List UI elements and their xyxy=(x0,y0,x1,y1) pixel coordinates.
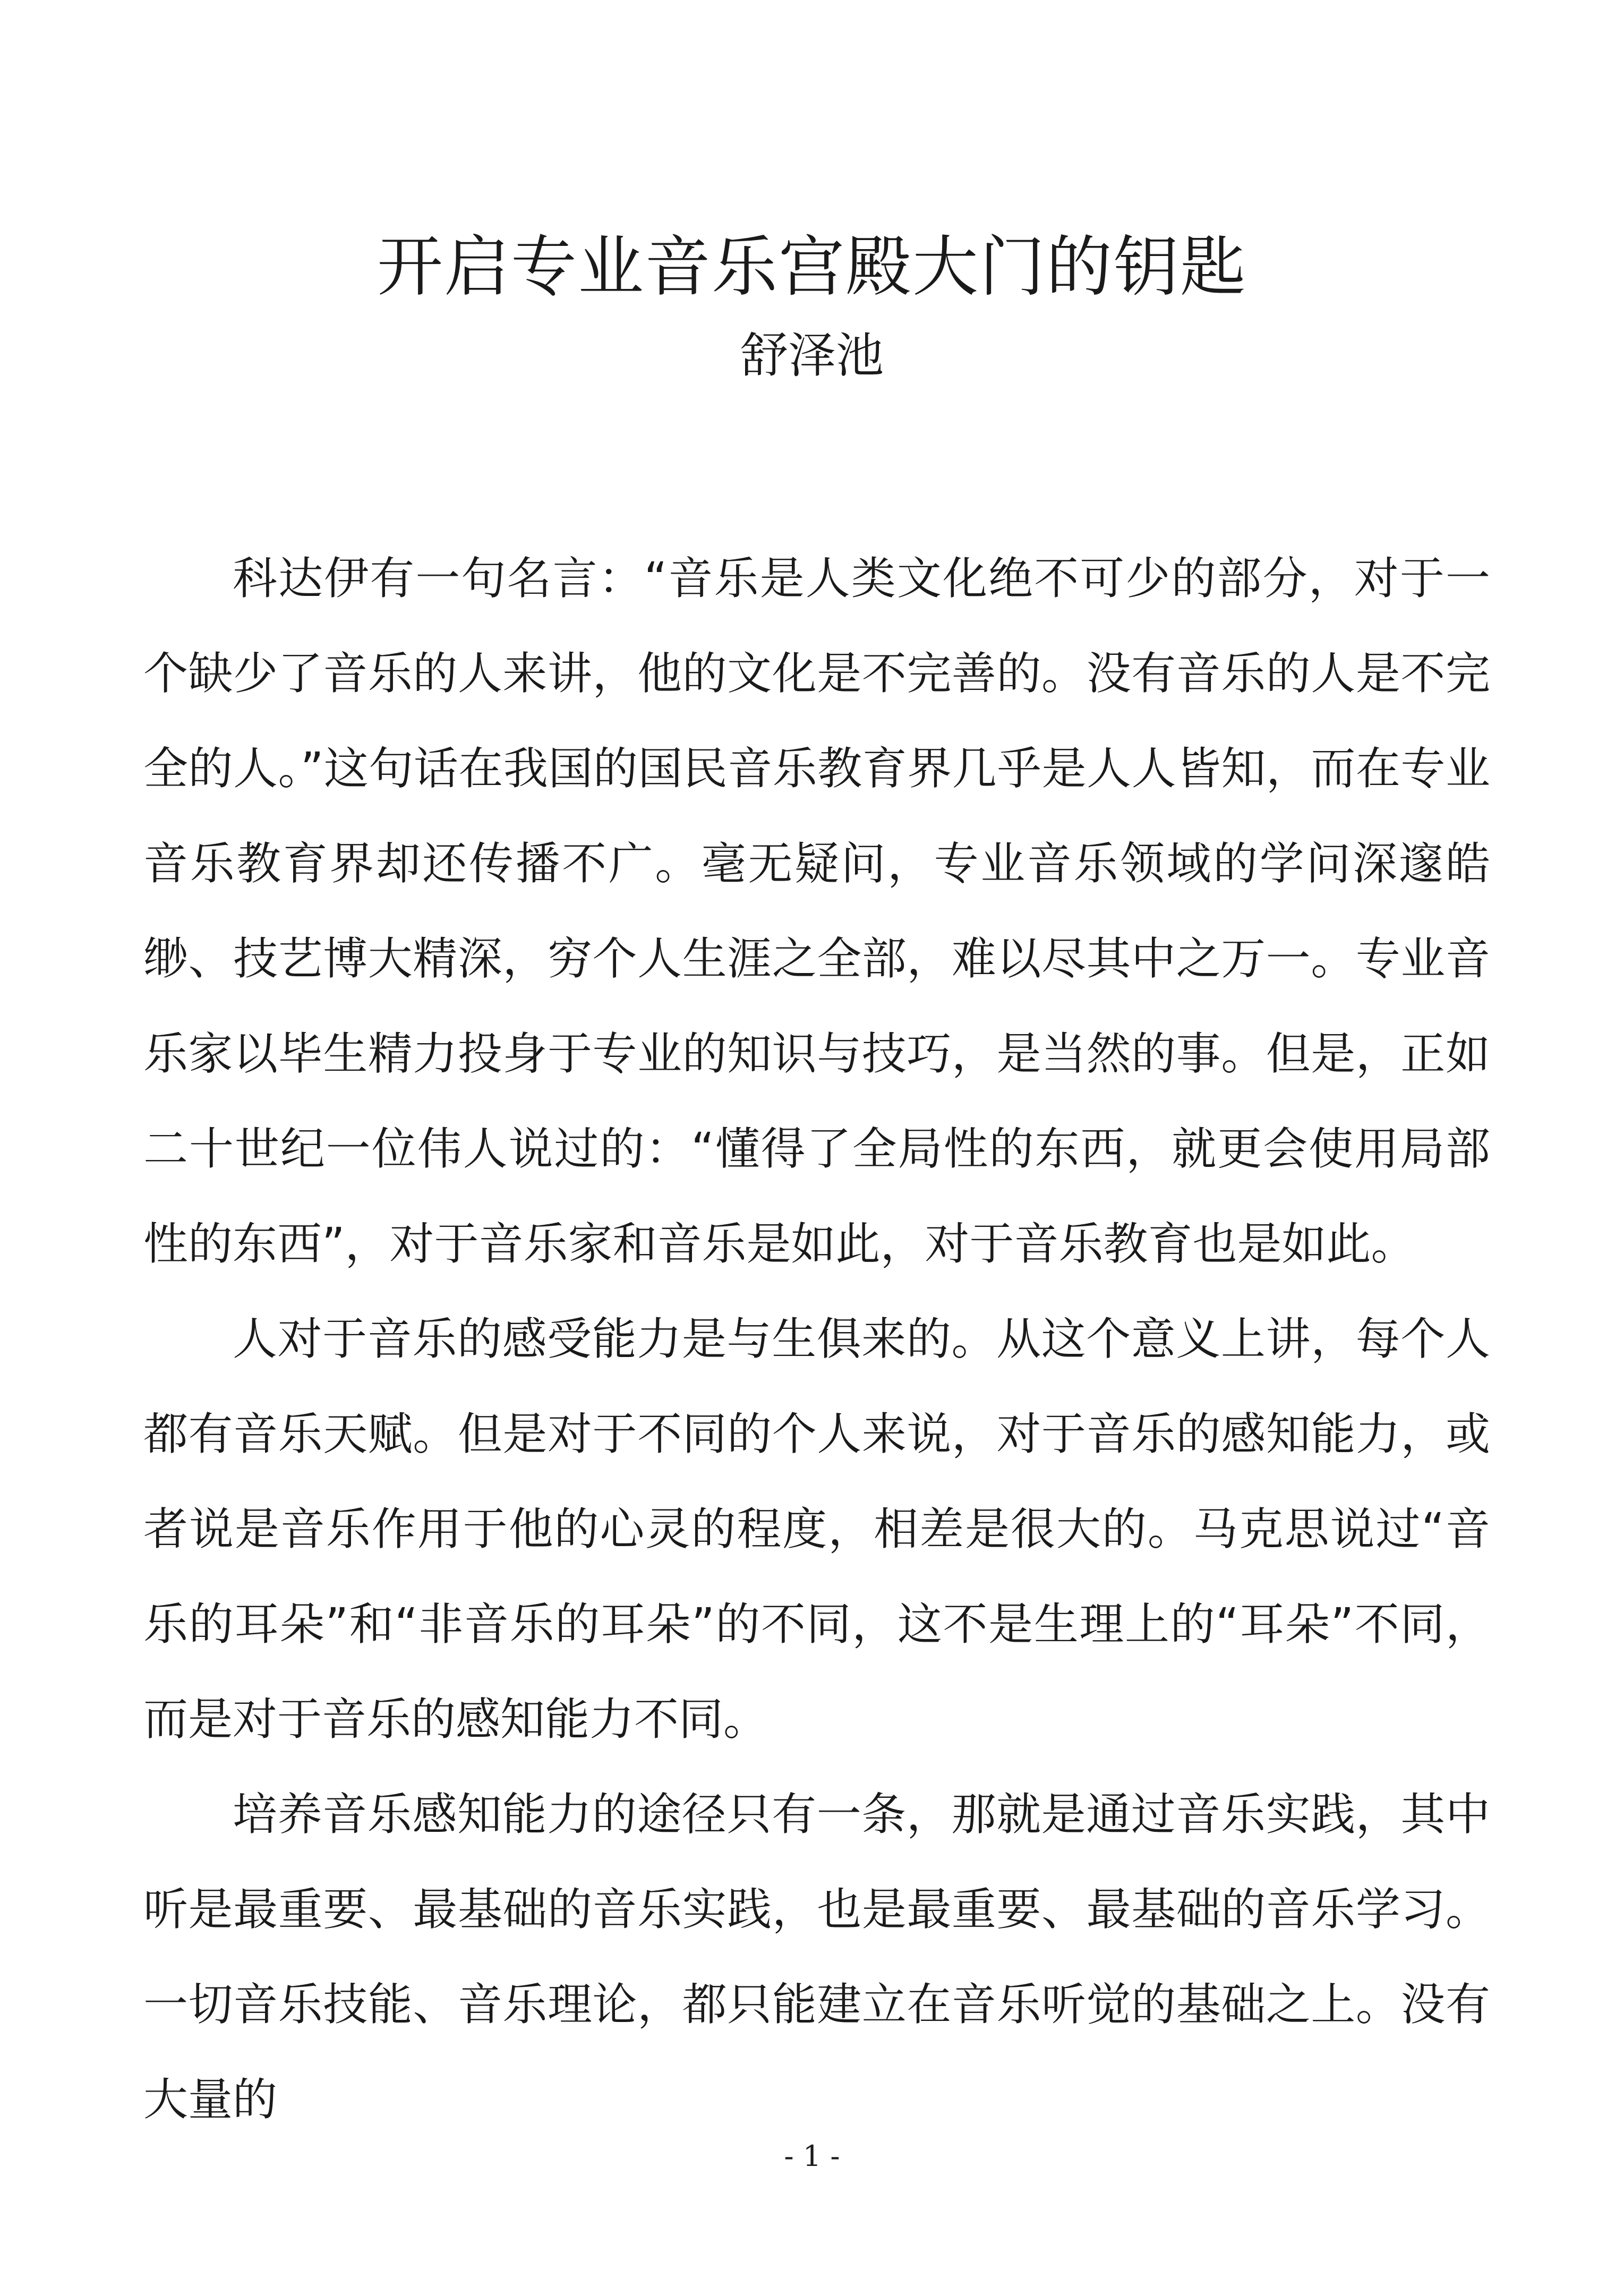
document-title: 开启专业音乐宫殿大门的钥匙 xyxy=(377,229,1247,306)
document-body xyxy=(143,531,1490,2147)
paragraph-1: 科达伊有一句名言：“音乐是人类文化绝不可少的部分，对于一个缺少了音乐的人来讲，他的文化是不完善的。没有音乐的人是不完全的人。”这句话在我国的国民音乐教育界几乎是人人皆知，而在专业音乐教育界却还传播不广。毫无疑问，专业音乐领域的学问深邃皓缈、技艺博大精深，穷个人生涯之全部，难以尽其中之万一。专业音乐家以毕生精力投身于专业的知识与技巧，是当然的事。但是，正如二十世纪一位伟人说过的：“懂得了全局性的东西，就更会使用局部性的东西”，对于音乐家和音乐是如此，对于音乐教育也是如此。 xyxy=(143,552,1490,1270)
page-number: - 1 - xyxy=(784,2139,840,2173)
paragraph-2: 人对于音乐的感受能力是与生俱来的。从这个意义上讲，每个人都有音乐天赋。但是对于不同的个人来说，对于音乐的感知能力，或者说是音乐作用于他的心灵的程度，相差是很大的。马克思说过“音乐的耳朵”和“非音乐的耳朵”的不同，这不是生理上的“耳朵”不同，而是对于音乐的感知能力不同。 xyxy=(143,1313,1490,1745)
author-name: 舒泽池 xyxy=(740,328,884,383)
paragraph-3: 培养音乐感知能力的途径只有一条，那就是通过音乐实践，其中听是最重要、最基础的音乐实践，也是最重要、最基础的音乐学习。一切音乐技能、音乐理论，都只能建立在音乐听觉的基础之上。没有大量的 xyxy=(143,1788,1490,2126)
